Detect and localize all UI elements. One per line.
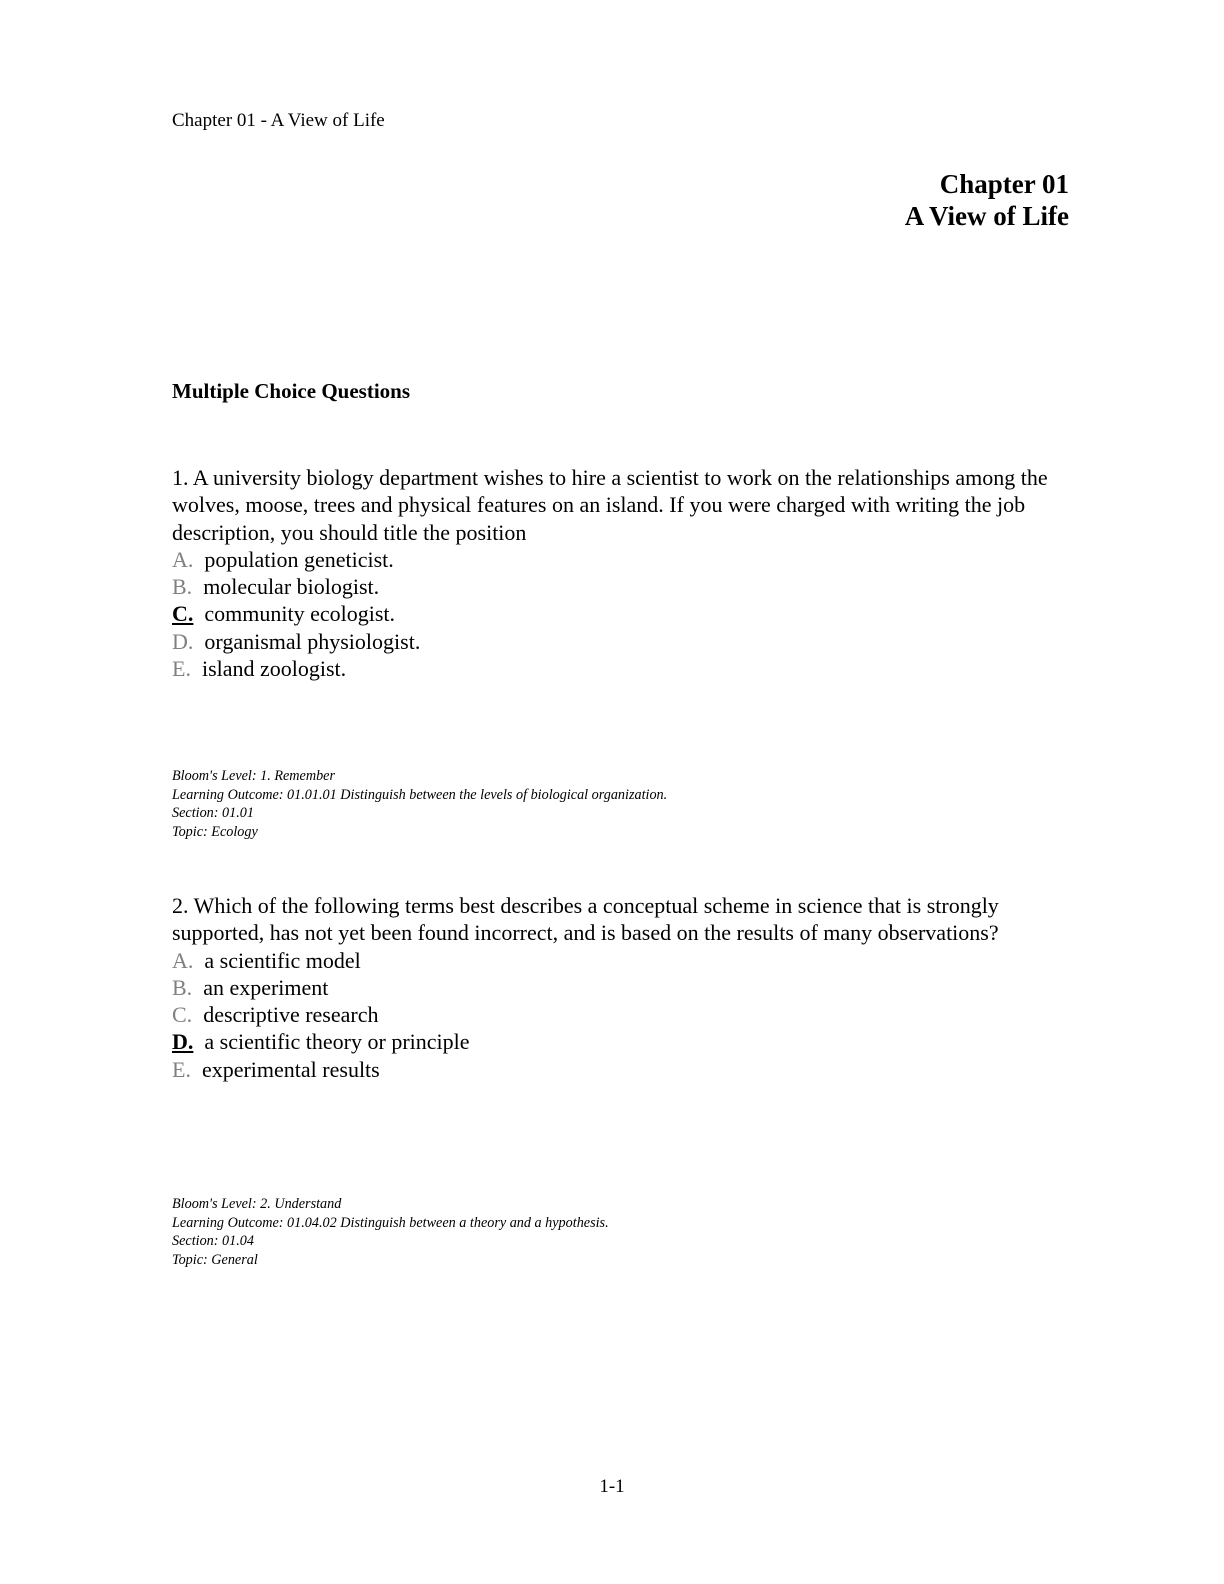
question-2-metadata <box>172 1195 609 1269</box>
option-text: molecular biologist. <box>203 574 380 600</box>
option-letter: E. <box>172 1056 191 1082</box>
section-heading: Multiple Choice Questions <box>172 379 411 403</box>
chapter-title <box>905 168 1069 232</box>
option-letter: B. <box>172 974 193 1000</box>
option-text: population geneticist. <box>204 546 394 572</box>
chapter-name: A View of Life <box>904 201 1069 231</box>
question-stem: 2. Which of the following terms best describes a conceptual scheme in science that is strongly supported, has not yet been found incorrect, and is based on the results of many observations? <box>172 893 999 946</box>
topic: Topic: General <box>172 1251 258 1268</box>
blooms-level: Bloom's Level: 1. Remember <box>172 768 335 784</box>
section-ref: Section: 01.04 <box>172 1233 254 1250</box>
option-text: organismal physiologist. <box>204 628 421 654</box>
option-e <box>172 655 1072 682</box>
option-letter: E. <box>172 656 191 682</box>
topic: Topic: Ecology <box>172 823 258 840</box>
option-c <box>172 1001 1072 1028</box>
running-header: Chapter 01 - A View of Life <box>172 110 385 131</box>
option-text: experimental results <box>201 1056 380 1082</box>
option-letter: A. <box>172 947 194 973</box>
question-stem: 1. A university biology department wishes to hire a scientist to work on the relationships among the wolves, moose, trees and physical features on an island. If you were charged with writing the job description, you should title the position <box>172 465 1048 545</box>
option-text: descriptive research <box>203 1002 379 1028</box>
learning-outcome: Learning Outcome: 01.04.02 Distinguish between a theory and a hypothesis. <box>172 1214 609 1231</box>
learning-outcome: Learning Outcome: 01.01.01 Distinguish between the levels of biological organization. <box>172 786 668 803</box>
option-c-correct <box>172 600 1072 627</box>
correct-option-letter: D. <box>172 1029 194 1055</box>
option-letter: D. <box>172 628 194 654</box>
option-d-correct <box>172 1028 1072 1055</box>
answer-options <box>172 546 1072 682</box>
question-1 <box>172 464 1072 682</box>
correct-option-letter: C. <box>172 601 194 627</box>
section-ref: Section: 01.01 <box>172 805 254 822</box>
option-text: a scientific model <box>204 947 361 973</box>
chapter-number: Chapter 01 <box>939 169 1069 199</box>
answer-options <box>172 947 1072 1083</box>
option-text: an experiment <box>203 974 329 1000</box>
option-text: island zoologist. <box>201 656 347 682</box>
option-b <box>172 573 1072 600</box>
option-a <box>172 546 1072 573</box>
page-number: 1-1 <box>599 1476 625 1497</box>
option-a <box>172 947 1072 974</box>
option-b <box>172 974 1072 1001</box>
blooms-level: Bloom's Level: 2. Understand <box>172 1196 342 1212</box>
option-text: community ecologist. <box>204 601 396 627</box>
question-1-metadata <box>172 767 667 841</box>
option-letter: C. <box>172 1002 193 1028</box>
option-letter: B. <box>172 574 193 600</box>
option-letter: A. <box>172 546 194 572</box>
question-2 <box>172 892 1072 1083</box>
option-text: a scientific theory or principle <box>204 1029 470 1055</box>
option-e <box>172 1056 1072 1083</box>
option-d <box>172 628 1072 655</box>
